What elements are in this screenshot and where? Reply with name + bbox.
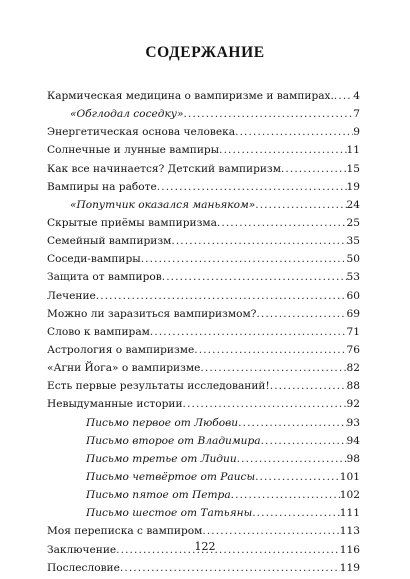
- toc-entry-title: Астрология о вампиризме: [47, 343, 195, 356]
- toc-entry-title: Послесловие: [47, 561, 120, 574]
- toc-leader-dots: [334, 87, 353, 105]
- toc-entry-title: Письмо пятое от Петра: [86, 489, 231, 502]
- toc-entry-page: 119: [339, 561, 360, 574]
- toc-leader-dots: [120, 559, 340, 577]
- toc-entry-page: 92: [346, 398, 360, 411]
- toc-leader-dots: [281, 160, 347, 178]
- toc-leader-dots: [141, 250, 347, 268]
- toc-leader-dots: [157, 178, 347, 196]
- toc-leader-dots: [162, 268, 347, 286]
- toc-entry: [47, 504, 360, 522]
- toc-leader-dots: [150, 323, 347, 341]
- toc-entry: [47, 486, 360, 504]
- toc-entry-title: «Попутчик оказался маньяком»: [70, 198, 256, 211]
- toc-entry-page: 94: [346, 434, 360, 447]
- toc-entry-page: 35: [346, 235, 360, 248]
- toc-entry: [47, 414, 360, 432]
- toc-entry: [47, 250, 360, 268]
- toc-entry-page: 60: [346, 289, 360, 302]
- toc-leader-dots: [256, 305, 346, 323]
- toc-leader-dots: [217, 214, 347, 232]
- toc-entry-title: Есть первые результаты исследований!: [47, 380, 270, 393]
- toc-entry-page: 113: [339, 525, 360, 538]
- toc-entry-title: Солнечные и лунные вампиры: [47, 144, 220, 157]
- toc-entry: [47, 522, 360, 540]
- toc-entry: [47, 468, 360, 486]
- toc-entry: [47, 432, 360, 450]
- toc-entry-title: Соседи-вампиры: [47, 253, 141, 266]
- toc-entry-page: 98: [346, 452, 360, 465]
- toc-leader-dots: [261, 432, 347, 450]
- toc-entry-page: 50: [346, 253, 360, 266]
- toc-entry-title: «Обглодал соседку»: [70, 108, 184, 121]
- toc-leader-dots: [183, 395, 347, 413]
- toc-entry-title: Энергетическая основа человека: [47, 126, 236, 139]
- toc-leader-dots: [237, 450, 347, 468]
- toc-entry: [47, 105, 360, 123]
- toc-entry-page: 88: [346, 380, 360, 393]
- toc-entry-page: 9: [353, 126, 360, 139]
- toc-entry-page: 25: [346, 216, 360, 229]
- toc-entry-page: 76: [346, 343, 360, 356]
- toc-leader-dots: [183, 105, 353, 123]
- toc-entry: [47, 377, 360, 395]
- toc-entry-page: 101: [339, 470, 360, 483]
- toc-entry-title: Письмо четвёртое от Раисы: [86, 470, 256, 483]
- toc-entry-title: Письмо третье от Лидии: [86, 452, 237, 465]
- toc-entry-title: «Агни Йога» о вампиризме: [47, 362, 201, 375]
- table-of-contents: [47, 87, 360, 577]
- toc-entry-title: Моя переписка с вампиром: [47, 525, 203, 538]
- toc-entry: [47, 341, 360, 359]
- toc-entry-title: Как все начинается? Детский вампиризм: [47, 162, 281, 175]
- toc-entry-page: 53: [346, 271, 360, 284]
- toc-entry-page: 11: [346, 144, 360, 157]
- toc-entry: [47, 178, 360, 196]
- toc-entry-page: 7: [353, 108, 360, 121]
- toc-entry-page: 82: [346, 362, 360, 375]
- toc-entry-page: 71: [346, 325, 360, 338]
- toc-entry: [47, 450, 360, 468]
- toc-entry-page: 69: [346, 307, 360, 320]
- toc-entry-title: Письмо шестое от Татьяны: [86, 507, 253, 520]
- toc-entry: [47, 87, 360, 105]
- page-number: 122: [194, 540, 216, 553]
- toc-entry: [47, 323, 360, 341]
- toc-entry-page: 19: [346, 180, 360, 193]
- toc-leader-dots: [96, 287, 347, 305]
- toc-entry-page: 93: [346, 416, 360, 429]
- toc-entry-page: 24: [346, 198, 360, 211]
- toc-entry: [47, 359, 360, 377]
- toc-entry-title: Скрытые приёмы вампиризма: [47, 216, 217, 229]
- toc-entry-title: Невыдуманные истории: [47, 398, 183, 411]
- toc-leader-dots: [231, 486, 340, 504]
- toc-entry-page: 116: [339, 543, 360, 556]
- toc-entry-title: Можно ли заразиться вампиризмом?: [47, 307, 257, 320]
- toc-leader-dots: [219, 141, 346, 159]
- toc-entry-title: Слово к вампирам: [47, 325, 150, 338]
- toc-entry-page: 4: [353, 90, 360, 102]
- toc-entry-page: 111: [339, 507, 360, 520]
- toc-leader-dots: [194, 341, 346, 359]
- toc-leader-dots: [235, 123, 353, 141]
- toc-entry-title: Семейный вампиризм: [47, 235, 172, 248]
- toc-entry: [47, 559, 360, 577]
- toc-entry-title: Кармическая медицина о вампиризме и вампирах.: [47, 90, 334, 102]
- toc-entry-title: Защита от вампиров: [47, 271, 162, 284]
- toc-entry-title: Письмо первое от Любови: [86, 416, 239, 429]
- toc-leader-dots: [255, 468, 340, 486]
- toc-entry-title: Заключение: [47, 543, 117, 556]
- toc-entry: [47, 232, 360, 250]
- toc-entry: [47, 123, 360, 141]
- toc-entry-page: 102: [339, 489, 360, 502]
- toc-leader-dots: [171, 232, 346, 250]
- toc-leader-dots: [252, 504, 340, 522]
- toc-leader-dots: [238, 414, 346, 432]
- toc-leader-dots: [270, 377, 347, 395]
- toc-entry: [47, 160, 360, 178]
- toc-entry: [47, 305, 360, 323]
- toc-leader-dots: [200, 359, 346, 377]
- toc-entry: [47, 196, 360, 214]
- toc-entry-title: Лечение: [47, 289, 96, 302]
- toc-entry-title: Вампиры на работе: [47, 180, 157, 193]
- toc-entry: [47, 141, 360, 159]
- toc-entry-page: 15: [346, 162, 360, 175]
- toc-entry: [47, 287, 360, 305]
- toc-entry: [47, 395, 360, 413]
- toc-entry: [47, 268, 360, 286]
- page-title: СОДЕРЖАНИЕ: [145, 44, 265, 61]
- toc-leader-dots: [202, 522, 339, 540]
- toc-entry: [47, 214, 360, 232]
- toc-leader-dots: [255, 196, 346, 214]
- toc-entry-title: Письмо второе от Владимира: [86, 434, 261, 447]
